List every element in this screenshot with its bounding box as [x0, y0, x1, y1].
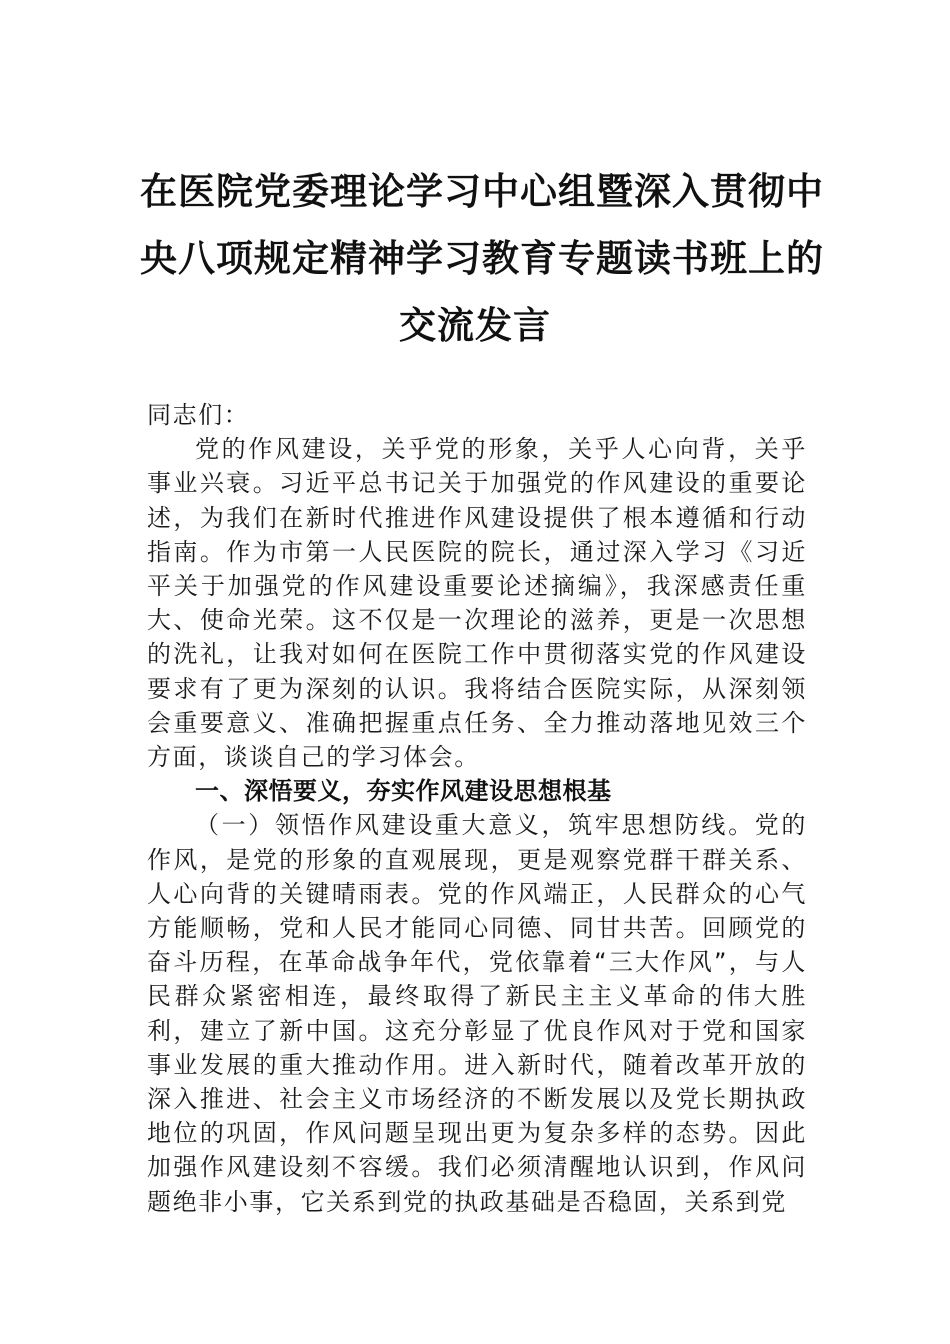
document-title [140, 158, 824, 359]
section-heading-1: 一、深悟要义，夯实作风建设思想根基 [195, 777, 612, 806]
paragraph-intro: 党的作风建设，关乎党的形象，关乎人心向背，关乎事业兴衰。习近平总书记关于加强党的作风建设的重要论述，为我们在新时代推进作风建设提供了根本遵循和行动指南。作为市第一人民医院的院长，通过深入学习《习近平关于加强党的作风建设重要论述摘编》，我深感责任重大、使命光荣。这不仅是一次理论的滋养，更是一次思想的洗礼，让我对如何在医院工作中贯彻落实党的作风建设要求有了更为深刻的认识。我将结合医院实际，从深刻领会重要意义、准确把握重点任务、全力推动落地见效三个方面，谈谈自己的学习体会。 [147, 435, 807, 772]
paragraph-section-1-1: （一）领悟作风建设重大意义，筑牢思想防线。党的作风，是党的形象的直观展现，更是观察党群干群关系、人心向背的关键晴雨表。党的作风端正，人民群众的心气方能顺畅，党和人民才能同心同德、同甘共苦。回顾党的奋斗历程，在革命战争年代，党依靠着“三大作风”，与人民群众紧密相连，最终取得了新民主主义革命的伟大胜利，建立了新中国。这充分彰显了优良作风对于党和国家事业发展的重大推动作用。进入新时代，随着改革开放的深入推进、社会主义市场经济的不断发展以及党长期执政地位的巩固，作风问题呈现出更为复杂多样的态势。因此加强作风建设刻不容缓。我们必须清醒地认识到，作风问题绝非小事，它关系到党的执政基础是否稳固，关系到党 [147, 811, 807, 1216]
title-line-1: 在医院党委理论学习中心组暨深入贯彻中 [140, 169, 824, 213]
title-line-2: 央八项规定精神学习教育专题读书班上的 [140, 236, 824, 280]
salutation: 同志们： [147, 401, 250, 429]
title-line-3: 交流发言 [399, 303, 551, 347]
document-body [147, 398, 807, 1219]
